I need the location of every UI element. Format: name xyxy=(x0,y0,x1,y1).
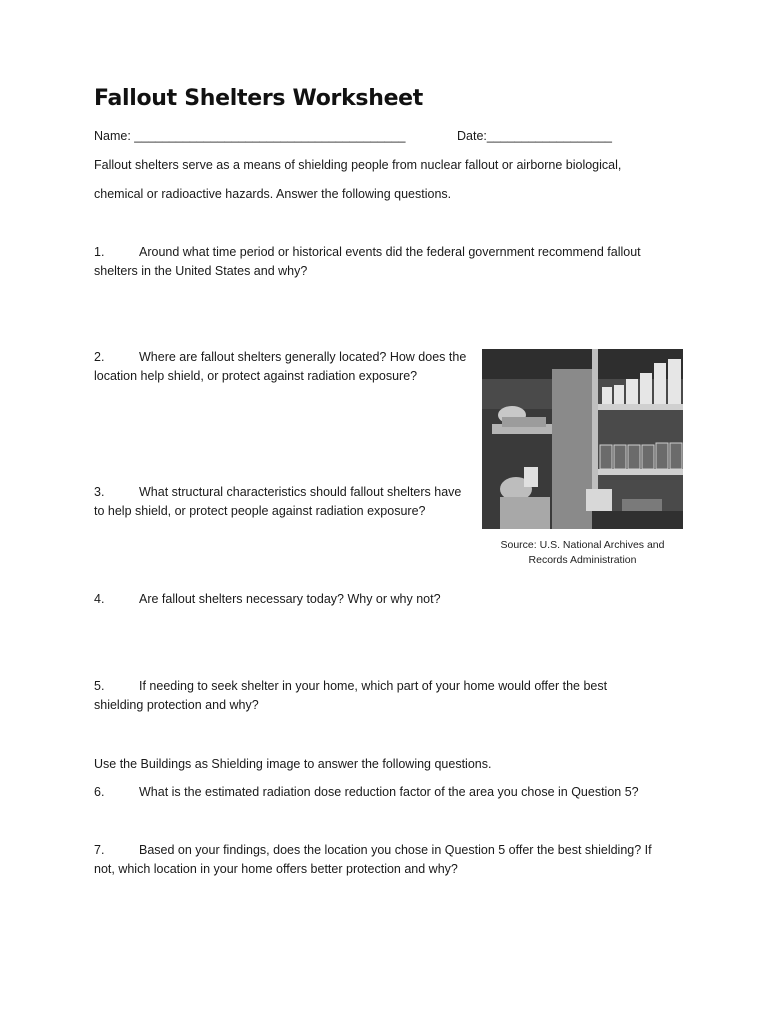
question-6 xyxy=(94,783,694,802)
question-number: 6. xyxy=(94,785,105,799)
question-text-cont: to help shield, or protect people against radiation exposure? xyxy=(94,504,426,518)
question-number: 2. xyxy=(94,350,105,364)
question-number: 1. xyxy=(94,245,105,259)
question-text: Are fallout shelters necessary today? Why or why not? xyxy=(139,592,441,606)
photo-caption-line-1: Source: U.S. National Archives and xyxy=(500,539,665,551)
question-text-cont: not, which location in your home offers better protection and why? xyxy=(94,862,458,876)
question-5 xyxy=(94,677,684,715)
question-text: If needing to seek shelter in your home, which part of your home would offer the best xyxy=(139,679,608,693)
question-text-cont: shelters in the United States and why? xyxy=(94,264,308,278)
question-4 xyxy=(94,590,684,609)
question-text: Where are fallout shelters generally located? How does the xyxy=(139,350,467,364)
question-number: 4. xyxy=(94,592,105,606)
question-text: What structural characteristics should fallout shelters have xyxy=(139,485,462,499)
question-text-cont: location help shield, or protect against radiation exposure? xyxy=(94,369,418,383)
instruction-text: Use the Buildings as Shielding image to answer the following questions. xyxy=(94,757,492,771)
fallout-shelter-photo xyxy=(482,349,683,529)
intro-line-2: chemical or radioactive hazards. Answer the following questions. xyxy=(94,187,452,201)
page-title: Fallout Shelters Worksheet xyxy=(94,86,424,111)
photo-caption-line-2: Records Administration xyxy=(528,554,637,566)
photo-caption xyxy=(482,538,683,568)
question-number: 5. xyxy=(94,679,105,693)
question-3 xyxy=(94,483,484,521)
question-1 xyxy=(94,243,684,281)
question-text-cont: shielding protection and why? xyxy=(94,698,259,712)
question-number: 3. xyxy=(94,485,105,499)
question-7 xyxy=(94,841,694,879)
question-2 xyxy=(94,348,484,386)
question-text: Based on your findings, does the location you chose in Question 5 offer the best shielding? If xyxy=(139,843,652,857)
question-number: 7. xyxy=(94,843,105,857)
intro-line-1: Fallout shelters serve as a means of shielding people from nuclear fallout or airborne biological, xyxy=(94,158,622,172)
date-field[interactable]: Date:__________________ xyxy=(457,129,613,143)
name-field[interactable]: Name: _______________________________________ xyxy=(94,129,406,143)
shelter-photo-illustration xyxy=(482,349,683,529)
question-text: What is the estimated radiation dose reduction factor of the area you chose in Question 5? xyxy=(139,785,639,799)
question-text: Around what time period or historical events did the federal government recommend fallout xyxy=(139,245,641,259)
